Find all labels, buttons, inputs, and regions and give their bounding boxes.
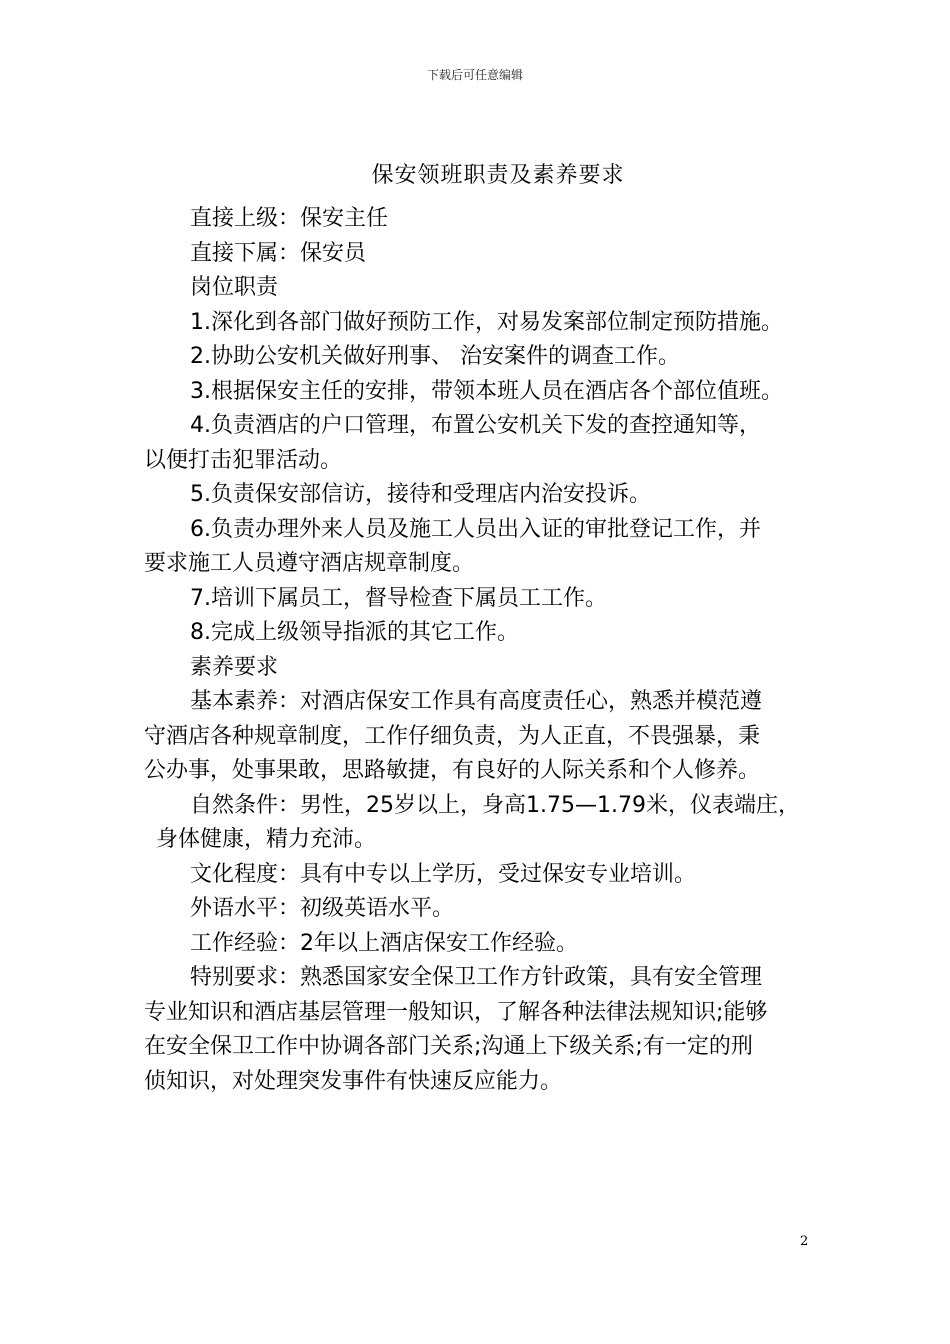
duty-item: 7.培训下属员工，督导检查下属员工工作。 xyxy=(190,585,607,611)
requirement-paragraph: 基本素养：对酒店保安工作具有高度责任心，熟悉并模范遵 xyxy=(190,689,763,714)
duty-item: 5.负责保安部信访，接待和受理店内治安投诉。 xyxy=(190,482,651,507)
section-heading-duties: 岗位职责 xyxy=(190,275,279,300)
document-title: 保安领班职责及素养要求 xyxy=(371,163,625,188)
duty-item: 3.根据保安主任的安排，带领本班人员在酒店各个部位值班。 xyxy=(190,378,783,404)
duty-item: 1.深化到各部门做好预防工作，对易发案部位制定预防措施。 xyxy=(190,309,783,335)
duty-item-continuation: 以便打击犯罪活动。 xyxy=(144,447,343,473)
requirement-paragraph: 文化程度：具有中专以上学历，受过保安专业培训。 xyxy=(190,861,697,887)
header-note: 下载后可任意编辑 xyxy=(426,68,523,82)
requirement-paragraph: 工作经验：2年以上酒店保安工作经验。 xyxy=(190,930,578,956)
requirement-continuation: 身体健康，精力充沛。 xyxy=(156,827,377,852)
duty-item: 6.负责办理外来人员及施工人员出入证的审批登记工作，并 xyxy=(190,516,761,542)
document-body xyxy=(144,202,824,1099)
requirement-continuation: 专业知识和酒店基层管理一般知识，了解各种法律法规知识;能够 xyxy=(144,999,768,1025)
subordinate-line: 直接下属：保安员 xyxy=(190,240,367,266)
requirement-continuation: 侦知识，对处理突发事件有快速反应能力。 xyxy=(144,1068,563,1094)
duty-item: 8.完成上级领导指派的其它工作。 xyxy=(190,620,519,645)
superior-line: 直接上级：保安主任 xyxy=(190,206,389,231)
section-heading-requirements: 素养要求 xyxy=(190,654,279,680)
duty-item: 4.负责酒店的户口管理，布置公安机关下发的查控通知等， xyxy=(190,413,761,438)
requirement-continuation: 公办事，处事果敢，思路敏捷，有良好的人际关系和个人修养。 xyxy=(144,758,761,783)
duty-item-continuation: 要求施工人员遵守酒店规章制度。 xyxy=(144,551,475,576)
requirement-continuation: 在安全保卫工作中协调各部门关系;沟通上下级关系;有一定的刑 xyxy=(144,1034,753,1059)
requirement-paragraph: 自然条件：男性，25岁以上，身高1.75—1.79米，仪表端庄， xyxy=(190,792,800,818)
duty-item: 2.协助公安机关做好刑事、 治安案件的调查工作。 xyxy=(190,344,680,369)
requirement-continuation: 守酒店各种规章制度，工作仔细负责，为人正直，不畏强暴，秉 xyxy=(144,723,761,749)
requirement-paragraph: 外语水平：初级英语水平。 xyxy=(190,896,455,921)
requirement-paragraph: 特别要求：熟悉国家安全保卫工作方针政策，具有安全管理 xyxy=(190,965,763,990)
page-number: 2 xyxy=(800,1234,809,1249)
